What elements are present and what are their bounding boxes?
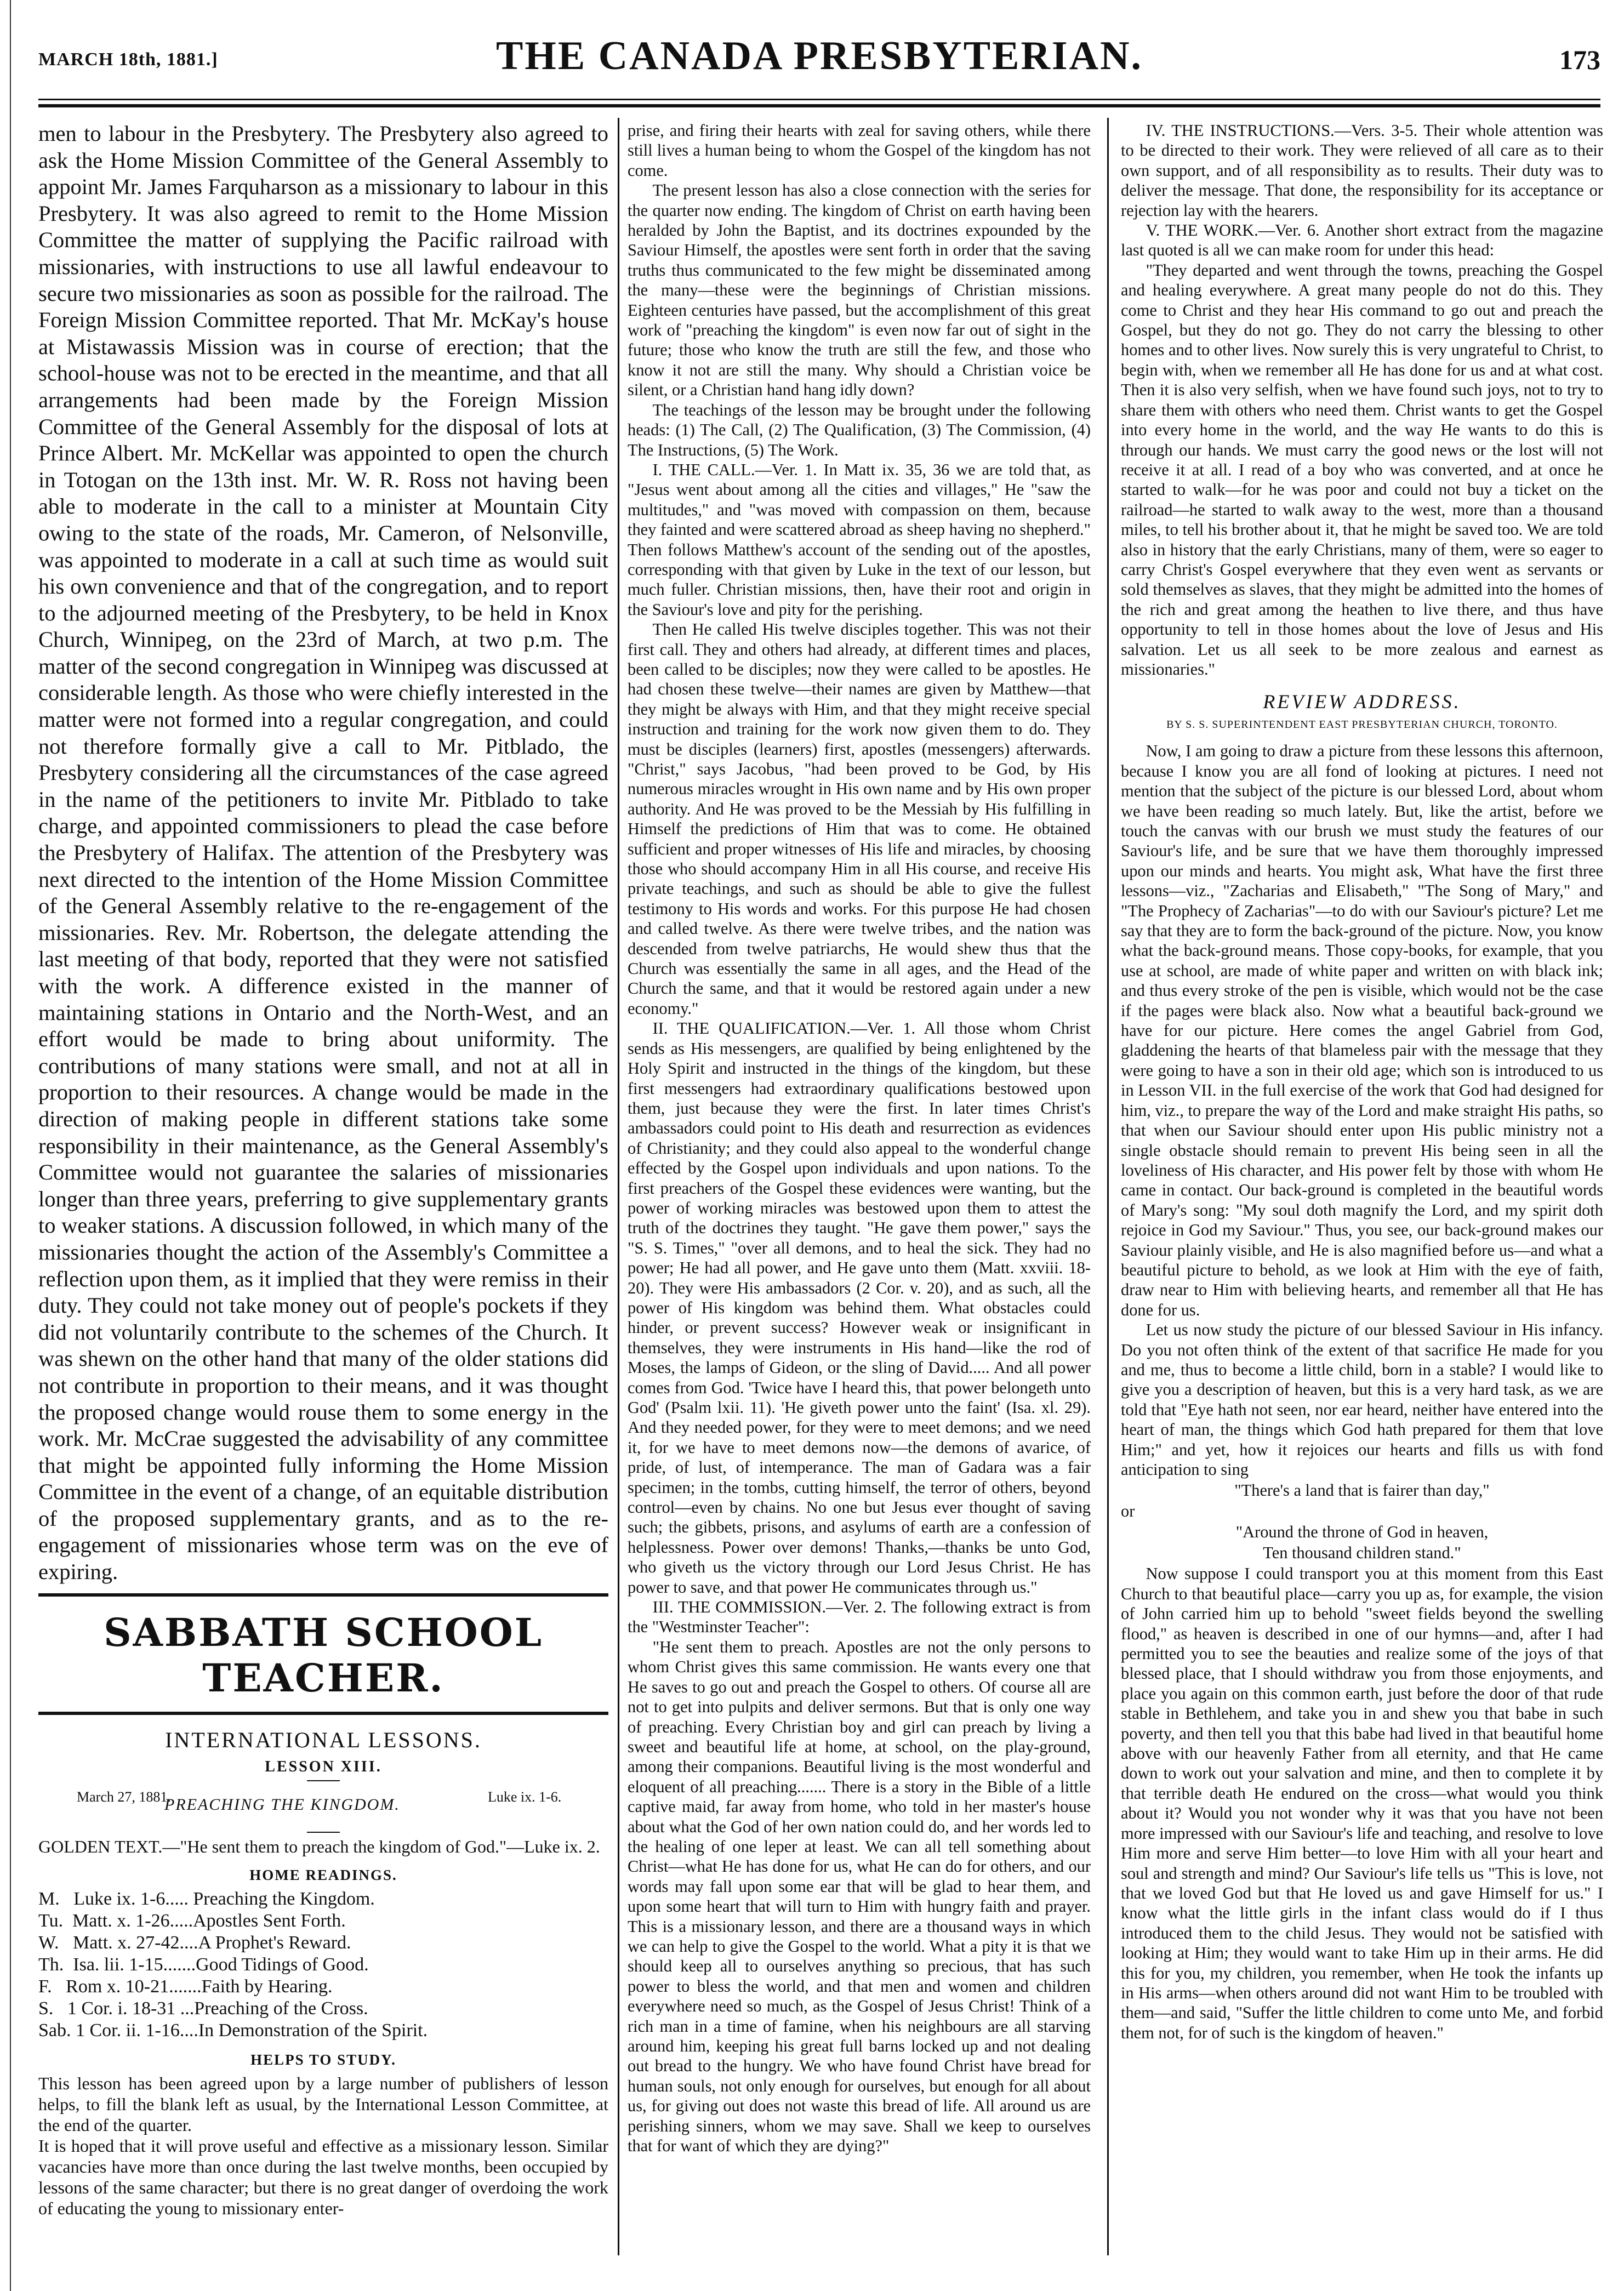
home-reading-item: W. Matt. x. 27-42....A Prophet's Reward. [38, 1932, 351, 1953]
lesson-body [38, 1836, 608, 2219]
column-divider [1107, 118, 1109, 2255]
lesson-title: PREACHING THE KINGDOM. [164, 1795, 400, 1814]
helps-paragraph: It is hoped that it will prove useful and effective as a missionary lesson. Similar vacancies have more than once during the last twelve months, been occupied by lessons of the same character; but there is no great danger of overdoing the work of educating the young to missionary enter- [38, 2135, 608, 2218]
international-lessons-heading: INTERNATIONAL LESSONS. [165, 1727, 482, 1752]
masthead-rule [38, 99, 1600, 100]
hymn-or: or [1121, 1502, 1135, 1521]
lesson-rule [307, 1780, 340, 1781]
lesson-heading-line [38, 1785, 608, 1828]
lesson-number: LESSON XIII. [265, 1758, 382, 1775]
article-paragraph: Now suppose I could transport you at this moment from this East Church to that beautiful place—carry you up as, for example, the vision of John carried him up to behold "sweet fields beyond the swelling flood," as heaven is described in one of our hymns—and, after I had permitted you to see the beauties and realize some of the joys of that blessed place, that I should withdraw you from those enjoyments, and place you again on this common earth, just before the door of that rude stable in Bethlehem, and take you in and shew you that babe in such poverty, and then tell you that this babe had lived in that beautiful home above with our heavenly Father from all eternity, and that He came down to work out your salvation and mine, and then to complete it by that terrible death He endured on the cross—what would you think about it? Would you not wonder why it was that you have not been more impressed with our Saviour's life and teaching, and resolve to love Him more and serve Him better—to love Him with all your heart and soul and strength and mind? Our Saviour's life tells us "This is love, not that we loved God but that He loved us and gave Himself for us." I know what the little girls in the infant class would do if I thus introduced them to the child Jesus. They would not be satisfied with looking at Him; they would want to take Him up in their arms. He did this for you, my children, you remember, when He took the infants up in His arms—when others around did not want Him to be troubled with them—and said, "Suffer the little children to come unto Me, and forbid them not, for of such is the kingdom of heaven." [1121, 1564, 1603, 2042]
article-paragraph: IV. THE INSTRUCTIONS.—Vers. 3-5. Their whole attention was to be directed to their work. They were relieved of all care as to their own support, and of all responsibility as to results. Their duty was to deliver the message. That done, the responsibility for its acceptance or rejection lay with the hearers. [1121, 121, 1603, 220]
golden-text: GOLDEN TEXT.—"He sent them to preach the kingdom of God."—Luke ix. 2. [38, 1836, 600, 1856]
column-2 [628, 121, 1091, 2258]
masthead [38, 22, 1600, 115]
presbytery-report: men to labour in the Presbytery. The Presbytery also agreed to ask the Home Mission Committee of the General Assembly to appoint Mr. James Farquharson as a missionary to labour in this Presbytery. It was also agreed to remit to the Home Mission Committee the matter of supplying the Pacific railroad with missionaries, with instructions to use all lawful endeavour to secure two missionaries as soon as possible for the railroad. The Foreign Mission Committee reported. That Mr. McKay's house at Mistawassis Mission was in course of erection; that the school-house was not to be erected in the meantime, and that all arrangements had been made by the Foreign Mission Committee of the General Assembly for the disposal of lots at Prince Albert. Mr. McKellar was appointed to open the church in Totogan on the 13th inst. Mr. W. R. Ross not having been able to moderate in the call to a minister at Mountain City owing to the state of the roads, Mr. Cameron, of Nelsonville, was appointed to moderate in a call at such time as would suit his own convenience and that of the congregation, and to report to the adjourned meeting of the Presbytery, to be held in Knox Church, Winnipeg, on the 23rd of March, at two p.m. The matter of the second congregation in Winnipeg was discussed at considerable length. As those who were chiefly interested in the matter were not formed into a regular congregation, and could not therefore formally give a call to Mr. Pitblado, the Presbytery considering all the circumstances of the case agreed in the name of the petitioners to invite Mr. Pitblado to take charge, and appointed commissioners to plead the case before the Presbytery of Halifax. The attention of the Presbytery was next directed to the intention of the Home Mission Committee of the General Assembly relative to the re-engagement of the missionaries. Rev. Mr. Robertson, the delegate attending the last meeting of that body, reported that they were not satisfied with the work. A difference existed in the manner of maintaining stations in Ontario and the North-West, and an effort would be made to bring about uniformity. The contributions of many stations were small, and not at all in proportion to their resources. A change would be made in the direction of making people in different stations take some responsibility in their maintenance, as the General Assembly's Committee would not guarantee the salaries of missionaries longer than three years, preferring to give supplementary grants to weaker stations. A discussion followed, in which many of the missionaries thought the action of the Assembly's Committee a reflection upon them, as it implied that they were remiss in their duty. They could not take money out of people's pockets if they did not voluntarily contribute to the schemes of the Church. It was shewn on the other hand that many of the older stations did not contribute in proportion to their means, and it was thought the proposed change would rouse them to some energy in the work. Mr. McCrae suggested the advisability of any committee that might be appointed fully informing the Home Mission Committee in the event of a change, of an equitable distribution of the proposed supplementary grants, and as to the re-engagement of missionaries whose term was on the eve of expiring. [38, 121, 608, 1585]
article-paragraph: prise, and firing their hearts with zeal for saving others, while there still lives a human being to whom the Gospel of the kingdom has not come. [628, 121, 1091, 180]
article-paragraph: The present lesson has also a close connection with the series for the quarter now ending. The kingdom of Christ on earth having been heralded by John the Baptist, and its doctrines expounded by the Saviour Himself, the apostles were sent forth in order that the saving truths thus communicated to the few might be disseminated among the many—these were the beginnings of Christian missions. Eighteen centuries have passed, but the accomplishment of this great work of "preaching the kingdom" is even now far out of sight in the future; those who know the truth are still the few, and those who know it not are still the many. Why should a Christian voice be silent, or a Christian hand hang idly down? [628, 181, 1091, 400]
home-reading-item: S. 1 Cor. i. 18-31 ...Preaching of the Cross. [38, 1998, 368, 2019]
lesson-rule [307, 1832, 340, 1833]
page-number: 173 [1559, 44, 1600, 75]
issue-date: MARCH 18th, 1881.] [38, 49, 218, 70]
hymn-line: Ten thousand children stand." [1263, 1543, 1461, 1563]
page-margin-line [10, 0, 11, 2291]
section-divider [38, 1593, 608, 1597]
home-readings-heading: HOME READINGS. [249, 1866, 397, 1883]
article-paragraph: I. THE CALL.—Ver. 1. In Matt ix. 35, 36 we are told that, as "Jesus went about among all the cities and villages," He "saw the multitudes," and "was moved with compassion on them, because they fainted and were scattered abroad as sheep having no shepherd." Then follows Matthew's account of the sending out of the apostles, corresponding with that given by Luke in the text of our lesson, but much fuller. Christian missions, then, have their root and origin in the Saviour's love and pity for the perishing. [628, 460, 1091, 619]
article-paragraph: II. THE QUALIFICATION.—Ver. 1. All those whom Christ sends as His messengers, are qualified by being enlightened by the Holy Spirit and instructed in the things of the kingdom, but these first messengers had extraordinary qualifications bestowed upon them, just because they were the first. In later times Christ's ambassadors could point to His death and resurrection as evidences of Christianity; and they could also appeal to the wonderful change effected by the Gospel upon individuals and upon nations. To the first preachers of the Gospel these evidences were wanting, but the power of working miracles was bestowed upon them to attest the truth of the doctrines they taught. "He gave them power," says the "S. S. Times," "over all demons, and to heal the sick. They had no power; He had all power, and He gave unto them (Matt. xxviii. 18-20). They were His ambassadors (2 Cor. v. 20), and as such, all the power of His kingdom was behind them. What obstacles could hinder, or prevent success? However weak or insignificant in themselves, they were instruments in His hand—like the rod of Moses, the lamps of Gideon, or the sling of David..... And all power comes from God. 'Twice have I heard this, that power belongeth unto God' (Psalm lxii. 11). 'He giveth power unto the faint' (Isa. xl. 29). And they needed power, for they were to meet demons; and we need it, for we have to meet demons now—the demons of avarice, of pride, of lust, of intemperance. The man of Gadara was a fair specimen; in the tombs, cutting himself, the terror of others, beyond control—even by chains. No one but Jesus ever thought of saving such; the gibbets, prisons, and asylums of earth are a confession of helplessness. Power over demons! Thanks,—thanks be unto God, who giveth us the victory through our Lord Jesus Christ. He has power to save, and that power He communicates through us." [628, 1019, 1091, 1597]
column-divider [618, 118, 619, 2255]
masthead-rule-heavy [38, 104, 1600, 107]
review-address-title: REVIEW ADDRESS. [1263, 691, 1461, 713]
column-1 [38, 121, 608, 2258]
article-paragraph: "He sent them to preach. Apostles are not the only persons to whom Christ gives this same commission. He wants every one that He saves to go out and preach the Gospel to others. Of course all are not to get into pulpits and deliver sermons. But that is only one way of preaching. Every Christian boy and girl can preach by living a sweet and beautiful life at home, at school, on the play-ground, among their companions. Beautiful living is the most wonderful and eloquent of all preaching....... There is a story in the Bible of a little captive maid, far away from home, who told in her master's house about what the God of her own nation could do, and her words led to the healing of one leper at least. We can all tell something about Christ—what He has done for us, what He can do for others, and our words may fall upon some ear that will be glad to hear them, and upon some heart that will turn to Him with hungry faith and prayer. This is a missionary lesson, and there are a thousand ways in which we can help to give the Gospel to the world. What a pity it is that we should keep all to ourselves anything so precious, that has such power to bless the world, and that men and women and children everywhere need so much, as the Gospel of Jesus Christ! Think of a rich man in a time of famine, when his neighbours are all starving around him, keeping his great full barns locked up and not dealing out bread to the hungry. We who have found Christ have bread for human souls, not only enough for ourselves, but enough for all about us, for giving out does not waste this bread of life. All around us are perishing sinners, whom we may save. Shall we keep to ourselves that for want of which they are dying?" [628, 1637, 1091, 2156]
section-divider [38, 1712, 608, 1715]
article-paragraph: V. THE WORK.—Ver. 6. Another short extract from the magazine last quoted is all we can make room for under this head: [1121, 221, 1603, 260]
article-paragraph: III. THE COMMISSION.—Ver. 2. The following extract is from the "Westminster Teacher": [628, 1598, 1091, 1637]
article-paragraph: The teachings of the lesson may be brought under the following heads: (1) The Call, (2) The Qualification, (3) The Commission, (4) The Instructions, (5) The Work. [628, 400, 1091, 459]
article-paragraph: "They departed and went through the towns, preaching the Gospel and healing everywhere. A great many people do not do this. They come to Christ and they hear His command to go out and preach the Gospel, but they do not go. They do not carry the blessing to other homes and to other lives. Now surely this is very ungrateful to Christ, to begin with, when we remember all He has done for us and at what cost. Then it is also very selfish, when we have found such joys, not to try to share them with others who need them. Christ wants to get the Gospel into every home in the world, and the way He wants to do this is through our hands. We must carry the good news or the lost will not receive it at all. I read of a boy who was converted, and at once he started to walk—for he was poor and could not buy a ticket on the railroad—he started to walk away to the west, more than a thousand miles, to tell his brother about it, that he might be saved too. We are told also in history that the early Christians, many of them, were so eager to carry Christ's Gospel everywhere that they even went as servants or sold themselves as slaves, that they might be admitted into the homes of the rich and great among the heathen to live there, and thus have opportunity to tell in those homes about the love of Jesus and His salvation. Let us all seek to be more zealous and earnest as missionaries." [1121, 260, 1603, 679]
hymn-line: "There's a land that is fairer than day," [1234, 1481, 1490, 1500]
newspaper-title: THE CANADA PRESBYTERIAN. [495, 33, 1143, 78]
home-reading-item: Tu. Matt. x. 1-26.....Apostles Sent Forth. [38, 1910, 346, 1931]
article-paragraph: Let us now study the picture of our blessed Saviour in His infancy. Do you not often think of the extent of that sacrifice He made for you and me, thus to become a little child, born in a stable? I would like to give you a description of heaven, but this is a very hard task, as we are told that "Eye hath not seen, nor ear heard, neither have entered into the heart of man, the things which God hath prepared for them that love Him;" and yet, how it rejoices our hearts and fills us with fond anticipation to sing [1121, 1320, 1603, 1479]
lesson-reference: Luke ix. 1-6. [488, 1788, 562, 1805]
hymn-line: "Around the throne of God in heaven, [1235, 1523, 1489, 1542]
article-paragraph: Then He called His twelve disciples together. This was not their first call. They and others had already, at different times and places, been called to be disciples; now they were called to be apostles. He had chosen these twelve—their names are given by Matthew—that they might be always with Him, and that they might receive special instruction and training for the work now given them to do. They must be disciples (learners) first, apostles (messengers) afterwards. "Christ," says Jacobus, "had been proved to be God, by His numerous miracles wrought in His own name and by His own proper authority. And He was proved to be the Messiah by His fulfilling in Himself the predictions of Him that was to come. He obtained sufficient and proper witnesses of His life and miracles, by choosing those who should accompany Him in all His course, and receive His private teachings, and such as should be able to give the fullest testimony to His words and works. For this purpose He had chosen and called twelve. As there were twelve tribes, and the nation was descended from twelve patriarchs, He would shew thus that the Church was essentially the same in all ages, and the Head of the Church the same, and that it would be restored again under a new economy." [628, 620, 1091, 1018]
lesson-date: March 27, 1881. [77, 1788, 171, 1805]
review-address-byline: BY S. S. SUPERINTENDENT EAST PRESBYTERIAN CHURCH, TORONTO. [1166, 719, 1558, 731]
home-reading-item: Sab. 1 Cor. ii. 1-16....In Demonstration of the Spirit. [38, 2020, 428, 2041]
column-3 [1121, 121, 1603, 2258]
home-reading-item: F. Rom x. 10-21.......Faith by Hearing. [38, 1976, 333, 1997]
article-paragraph: Now, I am going to draw a picture from these lessons this afternoon, because I know you are all fond of looking at pictures. I need not mention that the subject of the picture is our blessed Lord, about whom we have been reading so much lately. But, like the artist, before we touch the canvas with our brush we must study the features of our Saviour's life, and be sure that we have them thoroughly impressed upon our minds and hearts. You might ask, What have the first three lessons—viz., "Zacharias and Elisabeth," "The Song of Mary," and "The Prophecy of Zacharias"—to do with our Saviour's picture? Let me say that they are to form the back-ground of the picture. Now, you know what the back-ground means. Those copy-books, for example, that you use at school, are made of white paper and written on with black ink; and thus every stroke of the pen is visible, which would not be the case if the pages were black also. Now what a beautiful back-ground we have for our picture. Here comes the angel Gabriel from God, gladdening the hearts of that blameless pair with the message that they were going to have a son in their old age; which son is introduced to us in Lesson VII. in the full exercise of the work that God had designed for him, viz., to prepare the way of the Lord and make straight His paths, so that when our Saviour should enter upon His public ministry not a single obstacle should remain to prevent His being seen in all the loveliness of His character, and His power felt by those with whom He came in contact. Our back-ground is completed in the beautiful words of Mary's song: "My soul doth magnify the Lord, and my spirit doth rejoice in God my Saviour." Thus, you see, our back-ground makes our Saviour plainly visible, and He is also magnified before us—and what a beautiful picture to behold, as we look at Him with the eye of faith, draw near to Him with believing hearts, and remember all that He has done for us. [1121, 742, 1603, 1319]
home-reading-item: Th. Isa. lii. 1-15.......Good Tidings of Good. [38, 1954, 369, 1975]
helps-heading: HELPS TO STUDY. [250, 2051, 396, 2068]
helps-paragraph: This lesson has been agreed upon by a large number of publishers of lesson helps, to fill the blank left as usual, by the International Lesson Committee, at the end of the quarter. [38, 2073, 608, 2135]
section-title: SABBATH SCHOOL TEACHER. [104, 1609, 543, 1701]
home-reading-item: M. Luke ix. 1-6..... Preaching the Kingdom. [38, 1888, 375, 1909]
